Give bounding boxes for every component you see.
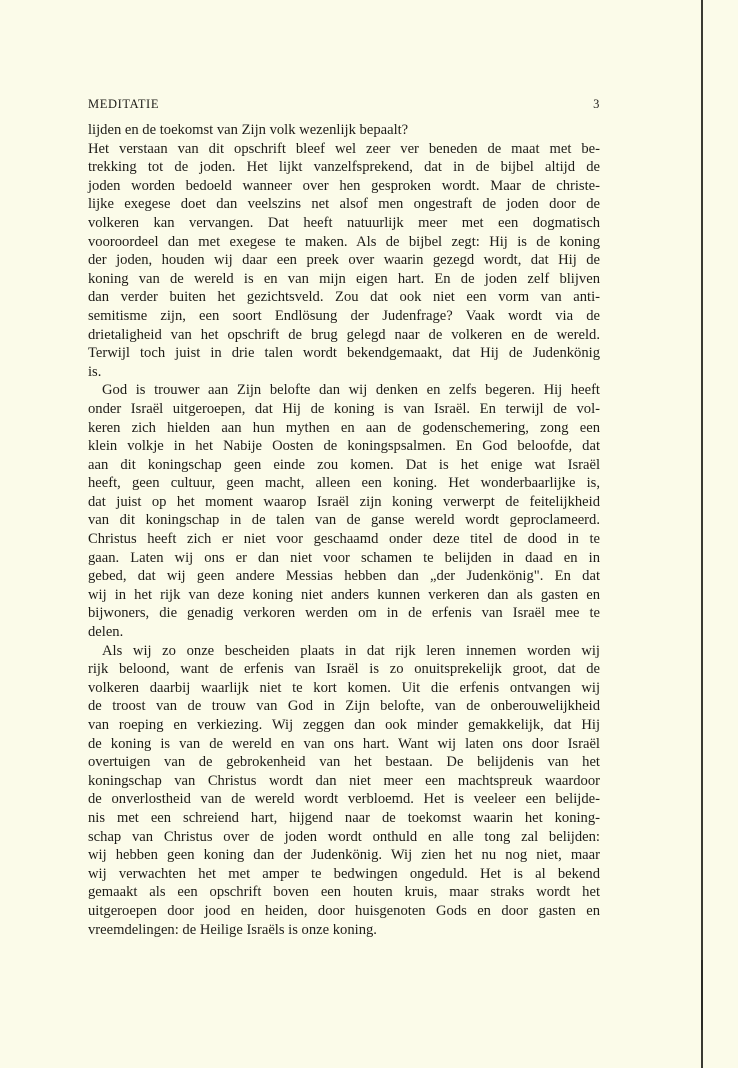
text-line: koningschap van Christus wordt dan niet meer een machtspreuk waardoor (88, 772, 600, 789)
section-title: MEDITATIE (88, 97, 160, 111)
text-line: is. (88, 363, 102, 380)
text-line: trekking tot de joden. Het lijkt vanzelfsprekend, dat in de bijbel altijd de (88, 159, 600, 176)
text-line: de koning is van de wereld en van ons hart. Want wij laten ons door Israël (88, 735, 600, 752)
text-line: volkeren daarbij waarlijk niet te kort komen. Uit die erfenis ontvangen wij (88, 679, 600, 696)
text-line: drietaligheid van het opschrift de brug gelegd naar de volkeren en de wereld. (88, 326, 600, 343)
text-line: semitisme zijn, een soort Endlösung der Judenfrage? Vaak wordt via de (88, 307, 600, 324)
paragraph (88, 642, 600, 940)
text-line: van roeping en verkiezing. Wij zeggen dan ook minder gemakkelijk, dat Hij (88, 717, 600, 733)
text-line: heeft, geen cultuur, geen macht, alleen een koning. Het wonderbaarlijke is, (88, 475, 600, 492)
text-line: van dit koningschap in de talen van de ganse wereld wordt geproclameerd. (88, 512, 600, 529)
text-line: lijden en de toekomst van Zijn volk wezenlijk bepaalt? (88, 122, 409, 138)
text-line: rijk beloond, want de erfenis van Israël is zo onuitsprekelijk groot, dat de (88, 661, 600, 678)
text-line: joden worden bedoeld wanneer over hen gesproken wordt. Maar de christe- (88, 177, 600, 194)
text-line: overtuigen van de gebrokenheid van het bestaan. De belijdenis van het (88, 754, 600, 771)
text-line: keren zich hielden aan hun mythen en aan de godenschemering, zong een (88, 419, 600, 436)
text-line: dan verder buiten het gezichtsveld. Zou dat ook niet een vorm van anti- (88, 289, 600, 306)
text-line: uitgeroepen door jood en heiden, door huisgenoten Gods en door gasten en (88, 902, 600, 919)
text-line: de onverlostheid van de wereld wordt verbloemd. Het is veeleer een belijde- (88, 791, 600, 808)
text-line: gebed, dat wij geen andere Messias hebben dan „der Judenkönig". En dat (88, 568, 600, 585)
text-line: vreemdelingen: de Heilige Israëls is onze koning. (88, 921, 377, 938)
text-line: gaan. Laten wij ons er dan niet voor schamen te belijden in daad en in (88, 549, 600, 566)
page-number: 3 (593, 97, 600, 111)
page-edge-shadow (701, 960, 703, 1030)
paragraph (88, 381, 600, 641)
text-line: delen. (88, 624, 124, 641)
text-line: dat juist op het moment waarop Israël zijn koning verwerpt de feitelijkheid (88, 493, 600, 510)
text-line: God is trouwer aan Zijn belofte dan wij denken en zelfs begeren. Hij heeft (102, 382, 600, 399)
text-line: aan dit koningschap geen einde zou komen. Dat is het enige wat Israël (88, 456, 600, 473)
text-line: de troost van de trouw van God in Zijn belofte, van de onberouwelijkheid (88, 698, 600, 715)
text-line: vooroordeel dan met exegese te maken. Als de bijbel zegt: Hij is de koning (88, 233, 600, 250)
page-edge-line (701, 0, 703, 1068)
text-line: der joden, houden wij daar een preek over waarin gezegd wordt, dat Hij de (88, 252, 600, 269)
text-line: gemaakt als een opschrift boven een houten kruis, maar straks wordt het (88, 884, 600, 901)
body-text (88, 121, 600, 939)
text-line: Het verstaan van dit opschrift bleef wel zeer ver beneden de maat met be- (88, 140, 600, 157)
paragraph (88, 121, 600, 140)
text-line: lijke exegese doet dan veelszins net alsof men ongestraft de joden door de (88, 196, 600, 213)
running-head (88, 97, 600, 115)
text-line: nis met een schreiend hart, hijgend naar de toekomst waarin het koning- (88, 809, 600, 826)
text-line: klein volkje in het Nabije Oosten de koningspsalmen. En God beloofde, dat (88, 438, 600, 455)
text-line: onder Israël uitgeroepen, dat Hij de koning is van Israël. En terwijl de vol- (88, 400, 600, 417)
text-line: bijwoners, die genadig verkoren werden om in de erfenis van Israël mee te (88, 605, 600, 622)
text-line: koning van de wereld is en van mijn eigen hart. En de joden zelf blijven (88, 270, 600, 287)
text-line: wij verwachten het met amper te bedwingen ongeduld. Het is al bekend (88, 865, 600, 882)
text-line: wij in het rijk van deze koning niet anders kunnen verkeren dan als gasten en (88, 586, 600, 603)
text-line: Als wij zo onze bescheiden plaats in dat rijk leren innemen worden wij (102, 642, 600, 659)
text-line: Terwijl toch juist in drie talen wordt bekendgemaakt, dat Hij de Judenkönig (88, 345, 600, 362)
text-line: wij hebben geen koning dan der Judenkönig. Wij zien het nu nog niet, maar (88, 847, 600, 864)
text-line: volkeren kan vervangen. Dat heeft natuurlijk meer met een dogmatisch (88, 214, 600, 231)
text-line: Christus heeft zich er niet voor geschaamd onder deze titel de dood in te (88, 531, 600, 548)
text-line: schap van Christus over de joden wordt onthuld en alle tong zal belijden: (88, 828, 600, 845)
paragraph (88, 140, 600, 382)
